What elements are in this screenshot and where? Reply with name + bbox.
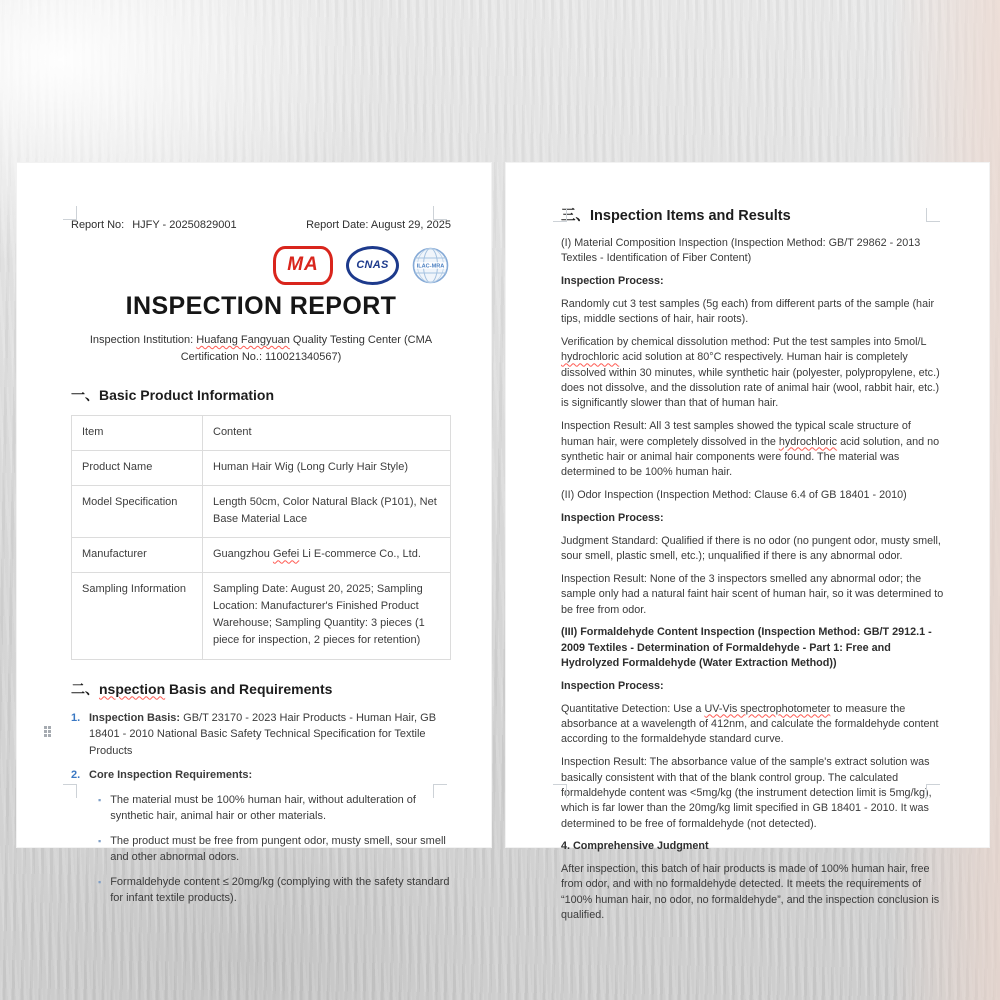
cma-logo-icon: MA <box>273 246 333 285</box>
paragraph <box>561 488 944 503</box>
margin-mark-icon <box>433 784 447 798</box>
text-segment: Basis and Requirements <box>165 680 333 697</box>
cnas-logo-icon: CNAS <box>346 246 399 285</box>
text-segment: Inspection Basis: <box>89 711 181 724</box>
list-item <box>71 710 451 760</box>
text-segment: Verification by chemical dissolution method: Put the test samples into 5mol/L <box>561 336 927 349</box>
text-segment: Inspection Result: All 3 test samples showed the typical scale structure of human hair, were completely dissolved in the <box>561 420 911 448</box>
text-segment: Length 50cm, Color Natural Black (P101), Net Base Material Lace <box>213 496 437 526</box>
text-segment: Inspection Process: <box>561 511 664 524</box>
table-cell-item: Product Name <box>72 451 203 486</box>
paragraph <box>561 297 944 328</box>
text-segment: (I) Material Composition Inspection (Inspection Method: GB/T 29862 - 2013 Textiles - Identification of Fiber Content) <box>561 237 921 265</box>
table-cell-content <box>203 486 451 538</box>
section-heading-inspection-basis <box>71 679 451 699</box>
table-cell-content <box>203 573 451 659</box>
spellcheck-flagged-text: Gefei <box>272 548 300 561</box>
text-segment: Inspection Result: The absorbance value of the sample's extract solution was basically consistent with that of the blank control group. The calculated formaldehyde content was <5mg/kg (the instrument detection limit is 5mg/kg), which is far lower than the 20mg/kg limit specified in GB 18401 - 2010. It was determined to be free of formaldehyde (not detected). <box>561 756 932 830</box>
text-segment: Inspection Result: None of the 3 inspectors smelled any abnormal odor; the sample only had a natural faint hair scent of human hair, so it was determined to be free from odor. <box>561 572 944 616</box>
paragraph <box>561 419 944 480</box>
report-page-2 <box>505 162 990 922</box>
paragraph <box>561 534 944 565</box>
text-segment: Guangzhou <box>213 548 273 561</box>
bullet-item <box>98 792 451 825</box>
bullet-icon: ▪ <box>98 794 102 805</box>
text-segment: Randomly cut 3 test samples (5g each) from different parts of the sample (hair tips, middle sections of hair, hair roots). <box>561 297 935 326</box>
ilac-mra-logo-icon <box>412 247 449 284</box>
list-number: 2. <box>71 769 81 782</box>
paragraph <box>561 702 944 748</box>
report-date: Report Date: August 29, 2025 <box>306 219 451 231</box>
paragraph <box>561 274 944 289</box>
core-requirements-list <box>98 792 451 907</box>
certification-logos <box>71 245 451 285</box>
bullet-item <box>98 833 451 866</box>
paragraph <box>561 862 944 923</box>
report-no-label: Report No: <box>71 219 125 231</box>
table-header-content: Content <box>203 416 451 451</box>
margin-mark-icon <box>926 208 940 222</box>
text-segment: The product must be free from pungent odor, musty smell, sour smell and other abnormal odors. <box>110 834 446 864</box>
table-row <box>72 573 451 659</box>
text-segment: After inspection, this batch of hair products is made of 100% human hair, free from odor, and with no formaldehyde detected. It meets the requirements of “100% human hair, no odor, no formaldehyde”, and the inspection conclusion is qualified. <box>561 863 940 922</box>
margin-mark-icon <box>926 784 940 798</box>
text-segment: acid solution, and no synthetic hair or animal hair components were found. The material was determined to be 100% human hair. <box>561 435 940 479</box>
bullet-text <box>110 874 451 907</box>
text-segment: 4. Comprehensive Judgment <box>561 840 709 853</box>
table-row <box>72 486 451 538</box>
table-cell-content <box>203 451 451 486</box>
paragraph <box>561 625 944 671</box>
table-cell-item: Model Specification <box>72 486 203 538</box>
bullet-text <box>110 792 451 825</box>
spellcheck-flagged-text: hydrochloric <box>778 435 838 448</box>
paragraph <box>561 572 944 618</box>
inspection-basis-list <box>71 710 451 784</box>
text-segment: Human Hair Wig (Long Curly Hair Style) <box>213 461 408 474</box>
bullet-icon: ▪ <box>98 876 102 887</box>
paragraph <box>561 679 944 694</box>
paragraph <box>561 335 944 412</box>
text-segment: GB/T 23170 - 2023 Hair Products - Human Hair, GB 18401 - 2010 National Basic Safety Technical Specification for Textile Products <box>89 711 437 757</box>
institution-line <box>71 332 451 366</box>
text-segment: Core Inspection Requirements: <box>89 769 253 782</box>
list-item-text <box>89 767 252 784</box>
text-segment: The material must be 100% human hair, without adulteration of synthetic hair, animal hair or other materials. <box>110 793 416 823</box>
section-heading-inspection-items-results: 三、Inspection Items and Results <box>561 208 791 224</box>
text-segment: Li E-commerce Co., Ltd. <box>299 548 421 561</box>
margin-mark-icon <box>433 206 447 220</box>
spellcheck-flagged-text: hydrochloric <box>561 351 620 364</box>
report-no-value: HJFY - 20250829001 <box>132 219 237 231</box>
text-segment: acid solution at 80°C respectively. Human hair is completely dissolved within 30 minutes, while synthetic hair (polyester, polypropylene, etc.) does not dissolve, and the dissolution rate of animal hair (wool, rabbit hair, etc.) is significantly slower than that of human hair. <box>561 351 940 410</box>
spellcheck-flagged-text: nspection <box>99 680 166 697</box>
report-no <box>71 219 237 231</box>
table-cell-item: Manufacturer <box>72 538 203 573</box>
list-item-text <box>89 710 451 760</box>
table-header-item: Item <box>72 416 203 451</box>
paragraph <box>561 839 944 854</box>
inspection-paragraphs <box>561 236 944 923</box>
table-row <box>72 451 451 486</box>
spellcheck-flagged-text: UV-Vis spectrophotometer <box>704 702 831 715</box>
paragraph <box>561 755 944 832</box>
text-segment: Inspection Process: <box>561 275 664 288</box>
table-cell-content <box>203 538 451 573</box>
text-segment: 二、 <box>71 680 99 697</box>
text-segment: (III) Formaldehyde Content Inspection (Inspection Method: GB/T 2912.1 - 2009 Textiles - Determination of Formaldehyde - Part 1: Free and Hydrolyzed Formaldehyde (Water Extraction Method)) <box>561 626 932 670</box>
table-header-row <box>72 416 451 451</box>
report-page-1 <box>16 162 492 905</box>
bullet-icon: ▪ <box>98 835 102 846</box>
paragraph <box>561 511 944 526</box>
product-info-table-body <box>72 416 451 659</box>
text-segment: Judgment Standard: Qualified if there is no odor (no pungent odor, musty smell, sour smell, plastic smell, etc.); unqualified if there is any abnormal odor. <box>561 534 941 563</box>
text-segment: Quality Testing Center (CMA Certification No.: 110021340567) <box>180 334 433 364</box>
section-heading-basic-product-information: 一、Basic Product Information <box>71 387 275 404</box>
text-segment: to measure the absorbance at a wavelength of 412nm, and calculate the formaldehyde content according to the formaldehyde standard curve. <box>561 702 939 746</box>
page-title: INSPECTION REPORT <box>125 292 397 320</box>
product-info-table <box>71 415 451 659</box>
list-number: 1. <box>71 711 81 724</box>
text-segment: Formaldehyde content ≤ 20mg/kg (complying with the safety standard for infant textile products). <box>110 875 450 905</box>
margin-mark-icon <box>553 784 567 798</box>
text-segment: Inspection Process: <box>561 679 664 692</box>
bullet-text <box>110 833 451 866</box>
svg-text:ILAC-MRA: ILAC-MRA <box>416 262 445 269</box>
text-segment: Quantitative Detection: Use a <box>561 702 705 715</box>
text-segment: Inspection Institution: <box>89 334 197 346</box>
list-item <box>71 767 451 784</box>
table-row <box>72 538 451 573</box>
bullet-item <box>98 874 451 907</box>
report-meta-row <box>71 219 451 231</box>
paragraph <box>561 236 944 267</box>
margin-mark-icon <box>63 206 77 220</box>
drag-handle-dots-icon <box>44 726 51 737</box>
margin-mark-icon <box>553 208 567 222</box>
text-segment: Sampling Date: August 20, 2025; Sampling Location: Manufacturer's Finished Product Warehouse; Sampling Quantity: 3 pieces (1 piece for inspection, 2 pieces for retention) <box>213 583 425 647</box>
margin-mark-icon <box>63 784 77 798</box>
table-cell-item: Sampling Information <box>72 573 203 659</box>
text-segment: (II) Odor Inspection (Inspection Method: Clause 6.4 of GB 18401 - 2010) <box>561 489 907 502</box>
spellcheck-flagged-text: Huafang Fangyuan <box>196 334 290 346</box>
